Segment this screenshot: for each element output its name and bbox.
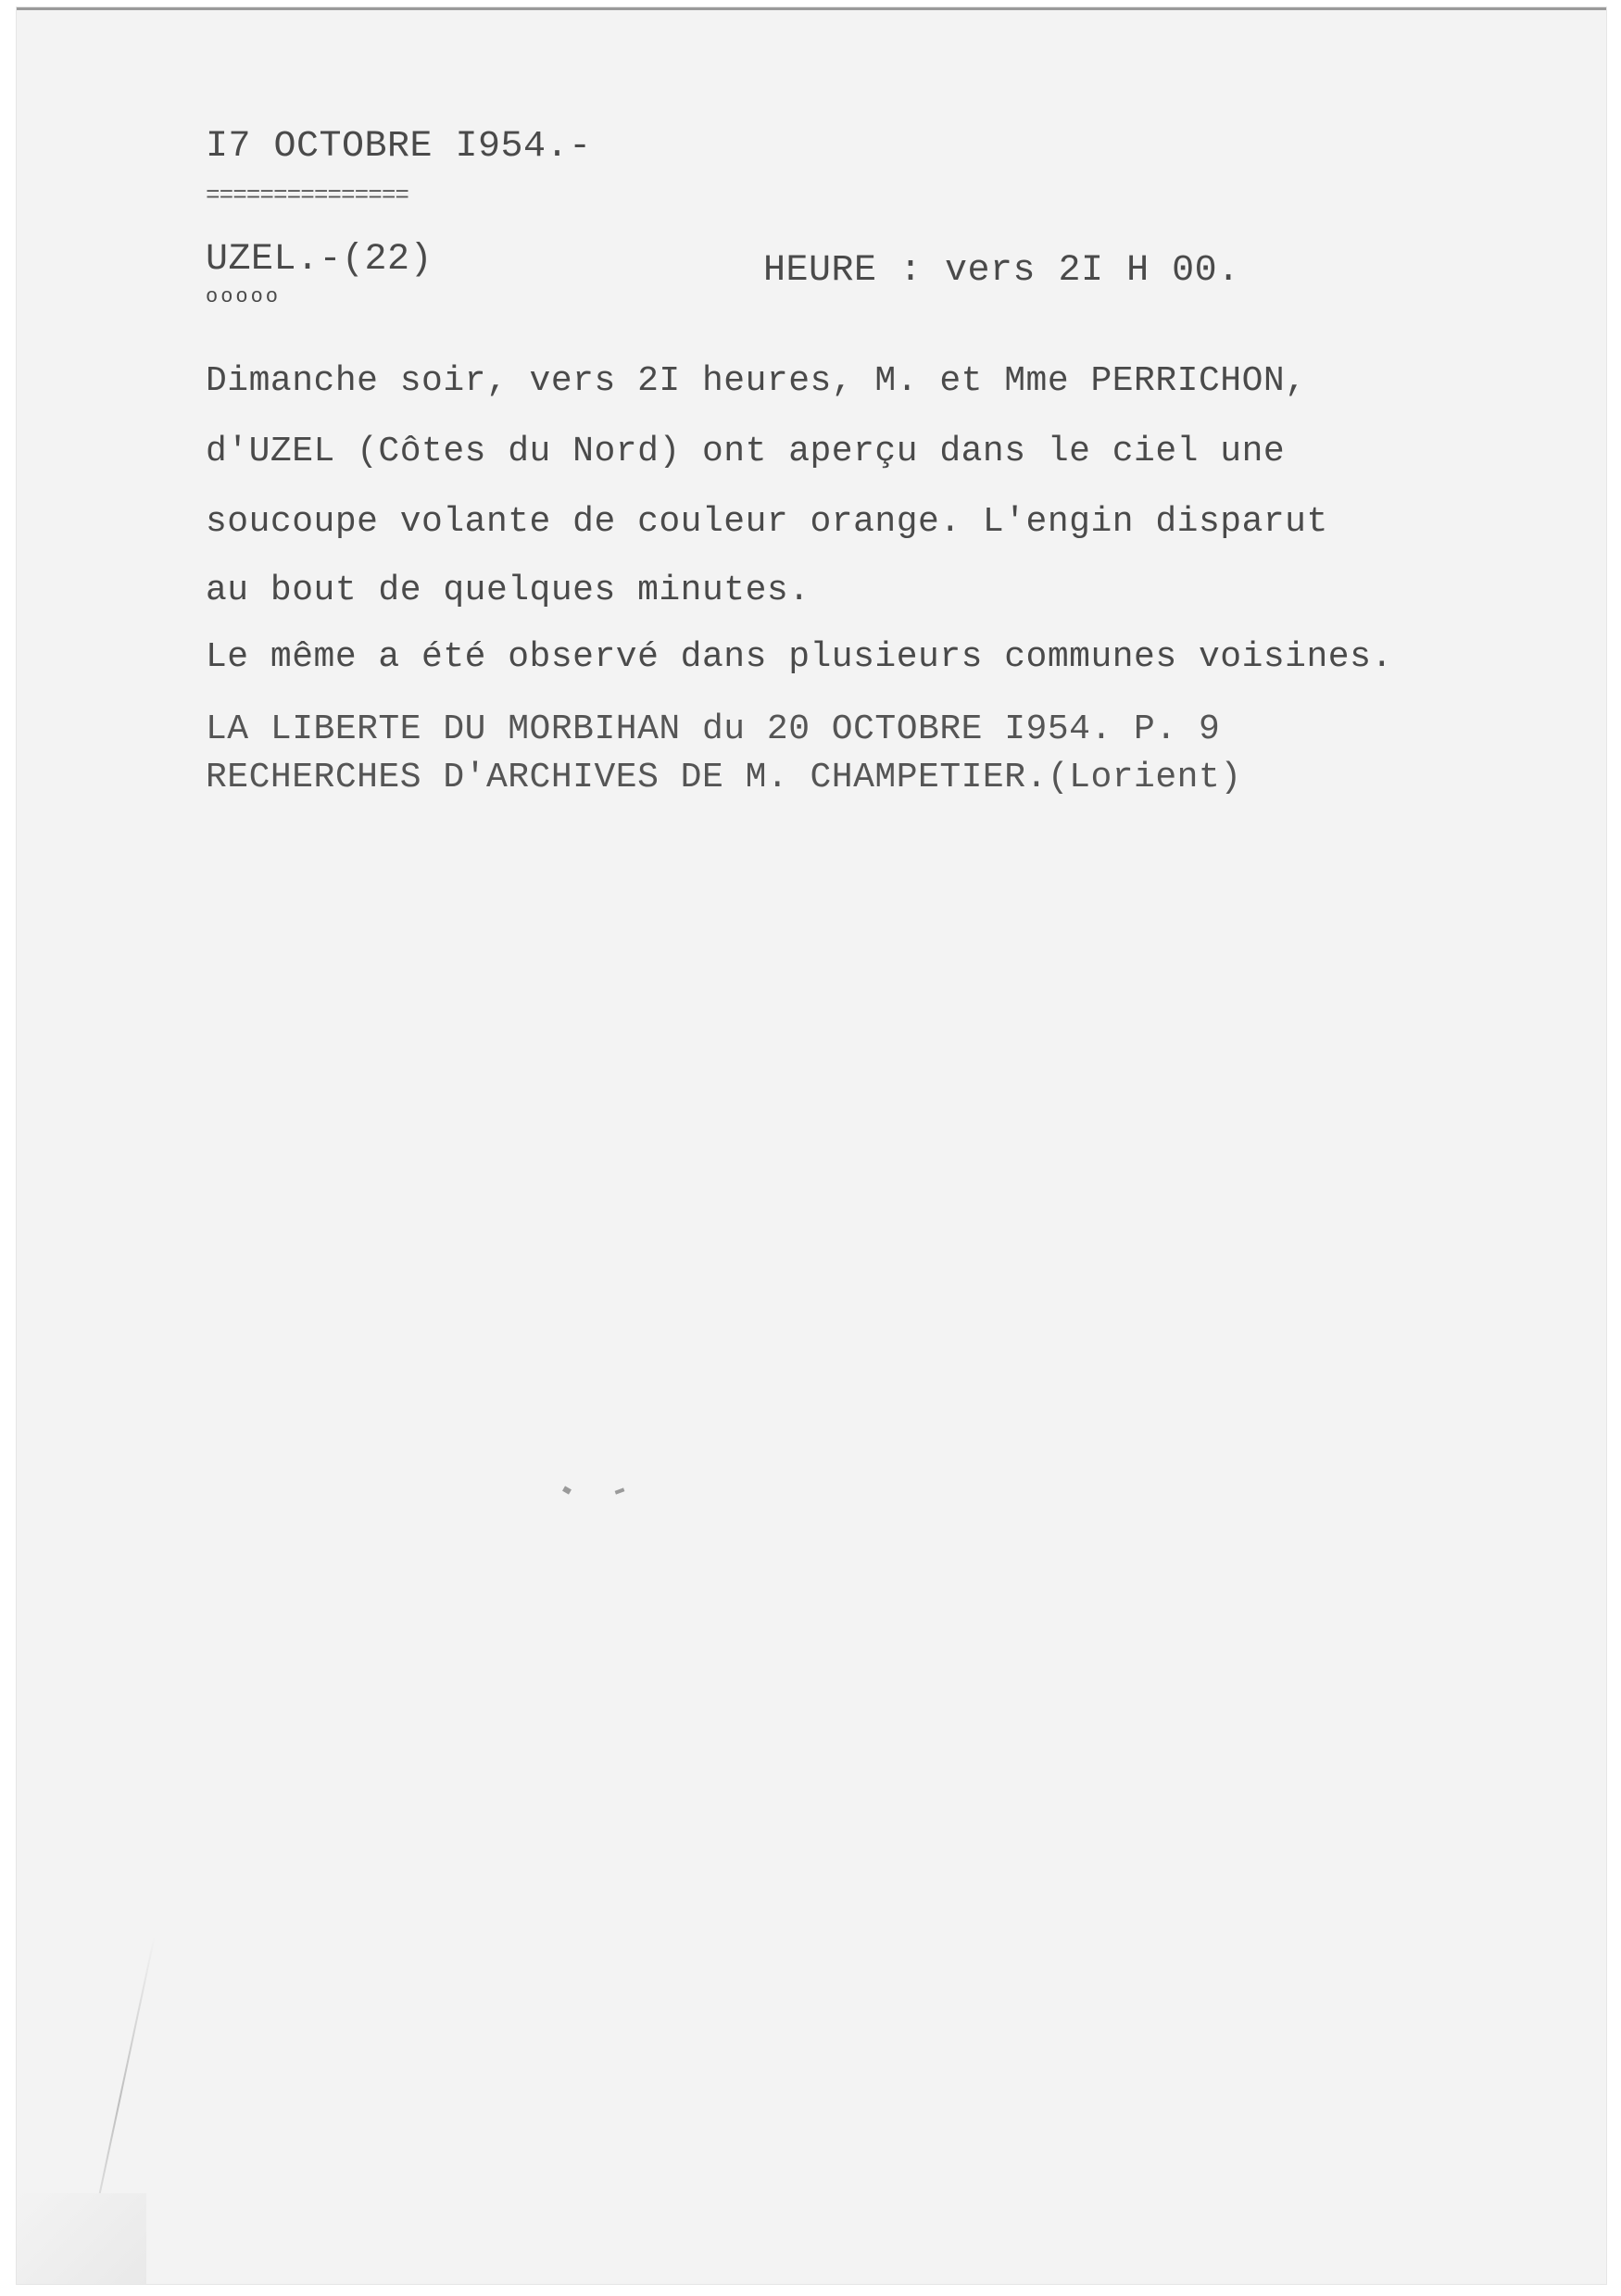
body-line: au bout de quelques minutes. [206, 571, 810, 610]
location-underline: ooooo [206, 285, 282, 308]
report-date: I7 OCTOBRE I954.- [206, 126, 592, 168]
body-line: d'UZEL (Côtes du Nord) ont aperçu dans le ciel une [206, 432, 1286, 471]
ink-speck [562, 1486, 572, 1494]
document-page [17, 7, 1606, 2284]
body-line: Dimanche soir, vers 2I heures, M. et Mme PERRICHON, [206, 361, 1307, 401]
page-top-edge [17, 7, 1606, 10]
paper-corner-shade [17, 2193, 146, 2284]
body-line: Le même a été observé dans plusieurs communes voisines. [206, 637, 1393, 677]
date-double-underline: =============== [206, 182, 409, 209]
location-heading: UZEL.-(22) [206, 239, 434, 281]
body-line: soucoupe volante de couleur orange. L'engin disparut [206, 502, 1328, 542]
source-credit: RECHERCHES D'ARCHIVES DE M. CHAMPETIER.(Lorient) [206, 758, 1242, 797]
source-citation: LA LIBERTE DU MORBIHAN du 20 OCTOBRE I954. P. 9 [206, 709, 1221, 749]
ink-speck [615, 1487, 625, 1494]
time-heading: HEURE : vers 2I H 00. [763, 250, 1240, 292]
